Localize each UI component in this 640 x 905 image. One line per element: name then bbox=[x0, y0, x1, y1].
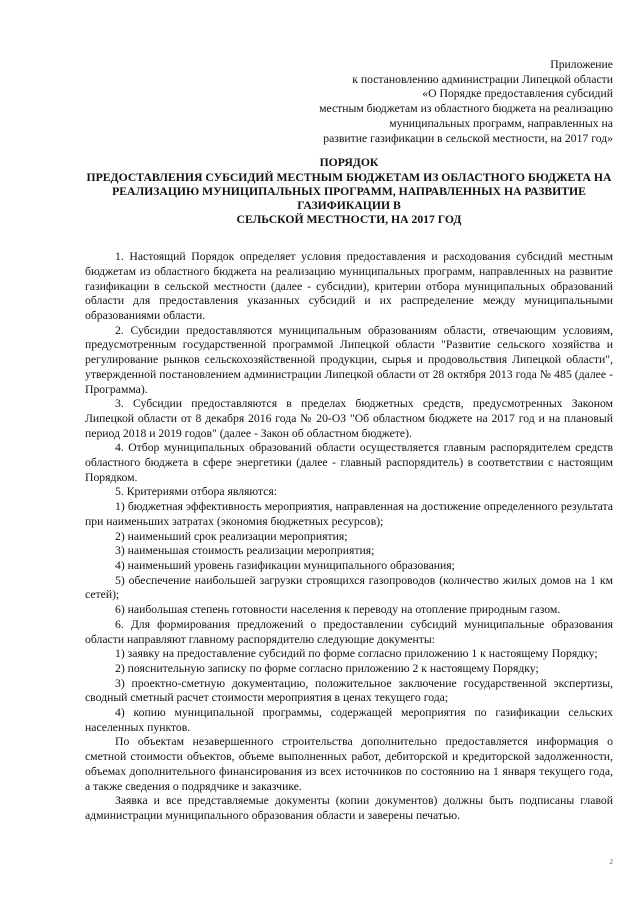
paragraph: Заявка и все представляемые документы (копии документов) должны быть подписаны главой администрации муниципального образования области и заверены печатью. bbox=[85, 794, 613, 822]
paragraph: 2) пояснительную записку по форме согласно приложению 2 к настоящему Порядку; bbox=[115, 661, 539, 675]
paragraph: 3) наименьшая стоимость реализации мероприятия; bbox=[115, 544, 375, 558]
document-heading bbox=[85, 156, 613, 227]
paragraph: 1) бюджетная эффективность мероприятия, направленная на достижение определенного результата при наименьших затратах (экономия бюджетных ресурсов); bbox=[85, 500, 613, 528]
paragraph: 6) наибольшая степень готовности населения к переводу на отопление природным газом. bbox=[115, 603, 561, 617]
paragraph: 3) проектно-сметную документацию, положительное заключение государственной экспертизы, сводный сметный расчет стоимости мероприятия в ценах текущего года; bbox=[85, 676, 613, 705]
document-subtitle-line: РЕАЛИЗАЦИЮ МУНИЦИПАЛЬНЫХ ПРОГРАММ, НАПРАВЛЕННЫХ НА РАЗВИТИЕ ГАЗИФИКАЦИИ В bbox=[112, 185, 586, 213]
document-subtitle-line: ПРЕДОСТАВЛЕНИЯ СУБСИДИЙ МЕСТНЫМ БЮДЖЕТАМ ИЗ ОБЛАСТНОГО БЮДЖЕТА НА bbox=[86, 171, 612, 185]
appendix-line: к постановлению администрации Липецкой области bbox=[352, 72, 613, 86]
paragraph: 4) копию муниципальной программы, содержащей мероприятия по газификации сельских населенных пунктов. bbox=[85, 706, 613, 734]
paragraph: 1) заявку на предоставление субсидий по форме согласно приложению 1 к настоящему Порядку; bbox=[115, 647, 598, 661]
document-title: ПОРЯДОК bbox=[319, 156, 379, 170]
paragraph: 1. Настоящий Порядок определяет условия предоставления и расходования субсидий местным бюджетам из областного бюджета на реализацию муниципальных программ, направленных на развитие газификации в сельской местности (далее - субсидии), критерии отбора муниципальных образований области для предоставления указанных субсидий и их распределение между муниципальными образованиями области. bbox=[85, 250, 613, 323]
appendix-line: местным бюджетам из областного бюджета на реализацию bbox=[319, 102, 613, 116]
appendix-line: развитие газификации в сельской местности, на 2017 год» bbox=[323, 131, 613, 145]
appendix-line: Приложение bbox=[550, 58, 613, 71]
paragraph: По объектам незавершенного строительства дополнительно предоставляется информация о сметной стоимости объектов, объеме выполненных работ, дебиторской и кредиторской задолженности, объемах дополнительного финансирования из всех источников по состоянию на 1 января текущего года, а также сведения о подрядчике и заказчике. bbox=[85, 735, 613, 793]
paragraph: 5. Критериями отбора являются: bbox=[115, 485, 278, 499]
paragraph: 3. Субсидии предоставляются в пределах бюджетных средств, предусмотренных Законом Липецкой области от 8 декабря 2016 года № 20-ОЗ "Об областном бюджете на 2017 год и на плановый период 2018 и 2019 годов" (далее - Закон об областном бюджете). bbox=[85, 397, 613, 440]
paragraph: 4. Отбор муниципальных образований области осуществляется главным распорядителем средств областного бюджета в сфере энергетики (далее - главный распорядитель) в соответствии с настоящим Порядком. bbox=[85, 441, 613, 484]
appendix-block bbox=[85, 58, 613, 146]
paragraph: 5) обеспечение наибольшей загрузки строящихся газопроводов (количество жилых домов на 1 км сетей); bbox=[85, 573, 613, 602]
appendix-line: «О Порядке предоставления субсидий bbox=[422, 87, 613, 101]
document-subtitle-line: СЕЛЬСКОЙ МЕСТНОСТИ, НА 2017 ГОД bbox=[236, 213, 462, 227]
paragraph: 2. Субсидии предоставляются муниципальным образованиям области, отвечающим условиям, предусмотренным государственной программой Липецкой области "Развитие сельского хозяйства и регулирование рынков сельскохозяйственной продукции, сырья и продовольствия Липецкой области", утвержденной постановлением администрации Липецкой области от 28 октября 2013 года № 485 (далее - Программа). bbox=[85, 323, 613, 396]
paragraph: 6. Для формирования предложений о предоставлении субсидий муниципальные образования области направляют главному распорядителю следующие документы: bbox=[85, 617, 613, 646]
paragraph: 4) наименьший уровень газификации муниципального образования; bbox=[115, 558, 455, 572]
appendix-line: муниципальных программ, направленных на bbox=[389, 116, 613, 130]
page-number: 2 bbox=[609, 858, 613, 866]
document-body bbox=[85, 250, 613, 823]
paragraph: 2) наименьший срок реализации мероприятия; bbox=[115, 529, 348, 543]
